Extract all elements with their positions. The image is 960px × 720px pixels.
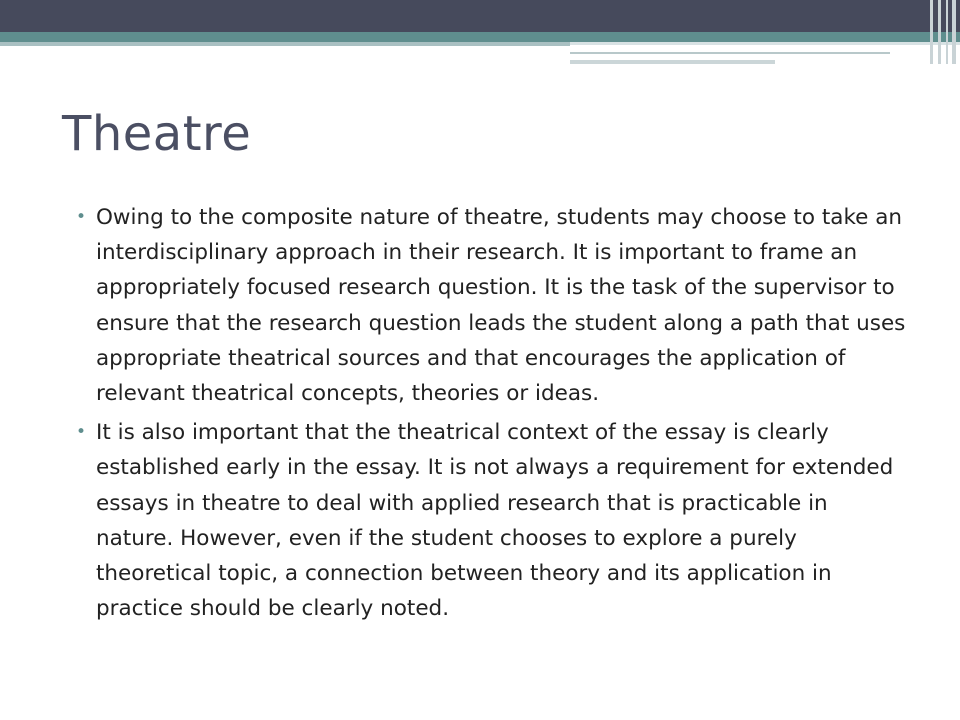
bullet-text: It is also important that the theatrical context of the essay is clearly established early in the essay. It is not always a requirement for extended essays in theatre to deal with applied research that is practicable in nature. However, even if the student chooses to explore a purely theoretical topic, a connection between theory and its application in practice should be clearly noted. bbox=[96, 420, 894, 622]
accent-stripe bbox=[0, 32, 960, 42]
bullet-icon: • bbox=[76, 207, 87, 227]
header-bar bbox=[0, 0, 960, 32]
corner-line bbox=[930, 0, 933, 64]
corner-line bbox=[952, 0, 956, 64]
accent-stripe-thin bbox=[0, 42, 570, 46]
accent-line bbox=[570, 52, 890, 54]
bullet-text: Owing to the composite nature of theatre, students may choose to take an interdisciplinary approach in their research. It is important to frame an appropriately focused research question. It is the task of the supervisor to ensure that the research question leads the student along a path that uses appropriate theatrical sources and that encourages the application of relevant theatrical concepts, theories or ideas. bbox=[96, 205, 906, 407]
bullet-item bbox=[70, 415, 910, 626]
accent-stripe-light bbox=[570, 42, 960, 45]
corner-line bbox=[946, 0, 948, 64]
bullet-item bbox=[70, 200, 910, 411]
slide-body bbox=[70, 200, 910, 630]
corner-line bbox=[938, 0, 941, 64]
slide-title: Theatre bbox=[62, 106, 252, 162]
bullet-icon: • bbox=[76, 422, 87, 443]
accent-line-short bbox=[570, 60, 775, 64]
